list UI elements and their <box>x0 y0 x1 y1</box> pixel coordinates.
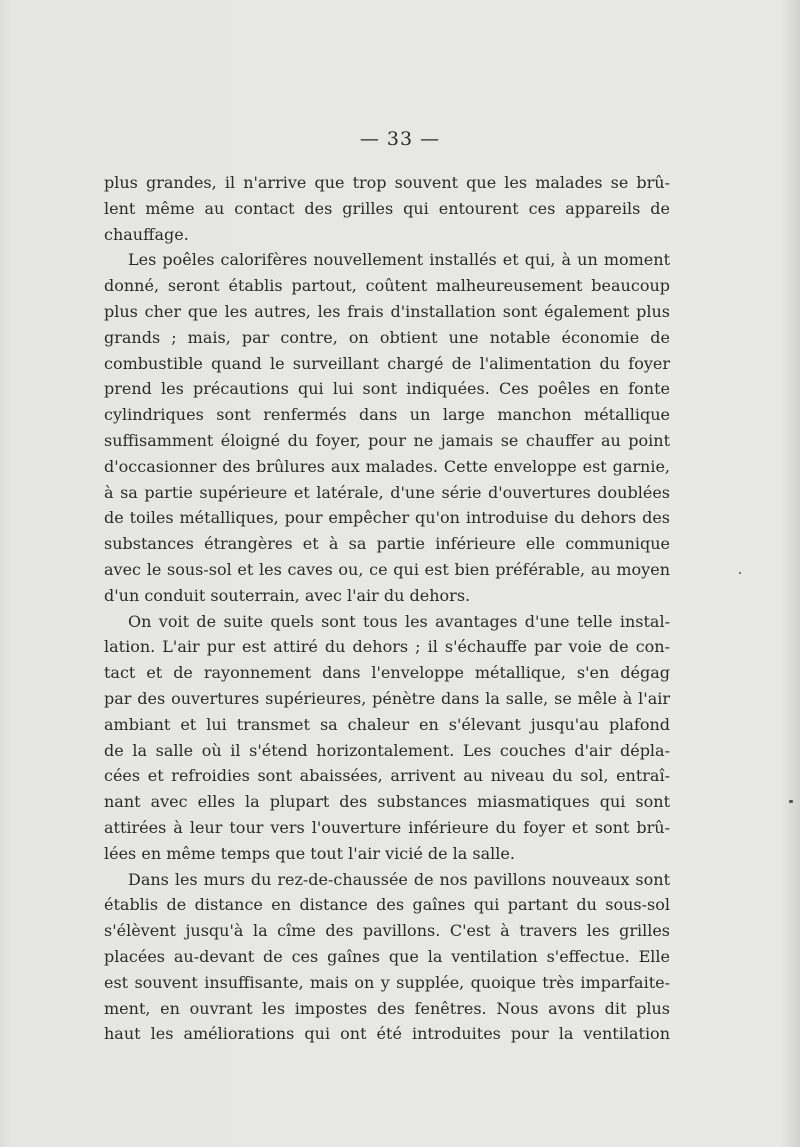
text-line: On voit de suite quels sont tous les avantages d'une telle instal- <box>128 611 670 631</box>
text-line: cées et refroidies sont abaissées, arrivent au niveau du sol, entraî- <box>104 766 670 786</box>
paragraph <box>104 609 670 867</box>
text-line: plus cher que les autres, les frais d'installation sont également plus <box>104 301 670 321</box>
text-line: cylindriques sont renfermés dans un large manchon métallique <box>104 405 670 425</box>
print-speck <box>739 572 741 574</box>
text-line: à sa partie supérieure et latérale, d'une série d'ouvertures doublées <box>104 482 670 502</box>
text-line: tact et de rayonnement dans l'enveloppe métallique, s'en dégag <box>104 663 670 683</box>
text-line: d'occasionner des brûlures aux malades. Cette enveloppe est garnie, <box>104 456 670 476</box>
body-text <box>104 170 670 1047</box>
text-line: d'un conduit souterrain, avec l'air du dehors. <box>104 585 471 605</box>
text-line: avec le sous-sol et les caves ou, ce qui est bien préférable, au moyen <box>104 559 670 579</box>
text-line: plus grandes, il n'arrive que trop souvent que les malades se brû- <box>104 173 670 192</box>
text-line: combustible quand le surveillant chargé de l'alimentation du foyer <box>104 353 670 373</box>
text-line: suffisamment éloigné du foyer, pour ne jamais se chauffer au point <box>104 430 670 450</box>
text-line: substances étrangères et à sa partie inférieure elle communique <box>104 534 670 554</box>
text-line: ment, en ouvrant les impostes des fenêtres. Nous avons dit plus <box>104 998 670 1018</box>
text-line: nant avec elles la plupart des substances miasmatiques qui sont <box>104 792 670 812</box>
page-number: — 33 — <box>359 128 441 150</box>
text-line: lées en même temps que tout l'air vicié de la salle. <box>104 843 515 863</box>
text-line: lent même au contact des grilles qui entourent ces appareils de <box>104 198 670 218</box>
text-line: ambiant et lui transmet sa chaleur en s'élevant jusqu'au plafond <box>104 714 670 734</box>
text-line: grands ; mais, par contre, on obtient une notable économie de <box>104 327 670 347</box>
text-line: donné, seront établis partout, coûtent malheureusement beaucoup <box>104 276 670 296</box>
paragraph <box>104 247 670 608</box>
text-line: chauffage. <box>104 224 189 244</box>
text-line: est souvent insuffisante, mais on y supplée, quoique très imparfaite- <box>104 972 670 992</box>
text-line: par des ouvertures supérieures, pénètre dans la salle, se mêle à l'air <box>104 688 670 708</box>
text-line: placées au-devant de ces gaînes que la ventilation s'effectue. Elle <box>104 946 670 966</box>
text-line: de la salle où il s'étend horizontalement. Les couches d'air dépla- <box>104 740 670 760</box>
print-speck <box>789 800 793 803</box>
text-line: Les poêles calorifères nouvellement installés et qui, à un moment <box>128 250 670 270</box>
text-line: de toiles métalliques, pour empêcher qu'on introduise du dehors des <box>104 508 670 528</box>
text-line: lation. L'air pur est attiré du dehors ; il s'échauffe par voie de con- <box>104 637 670 657</box>
text-line: attirées à leur tour vers l'ouverture inférieure du foyer et sont brû- <box>104 817 670 837</box>
text-line: prend les précautions qui lui sont indiquées. Ces poêles en fonte <box>104 379 670 399</box>
text-line: Dans les murs du rez-de-chaussée de nos pavillons nouveaux sont <box>128 869 670 889</box>
text-line: établis de distance en distance des gaînes qui partant du sous-sol <box>104 895 670 915</box>
paragraph <box>104 867 670 1048</box>
text-line: haut les améliorations qui ont été introduites pour la ventilation <box>104 1024 670 1044</box>
paragraph <box>104 170 670 247</box>
text-line: s'élèvent jusqu'à la cîme des pavillons. C'est à travers les grilles <box>104 921 670 941</box>
